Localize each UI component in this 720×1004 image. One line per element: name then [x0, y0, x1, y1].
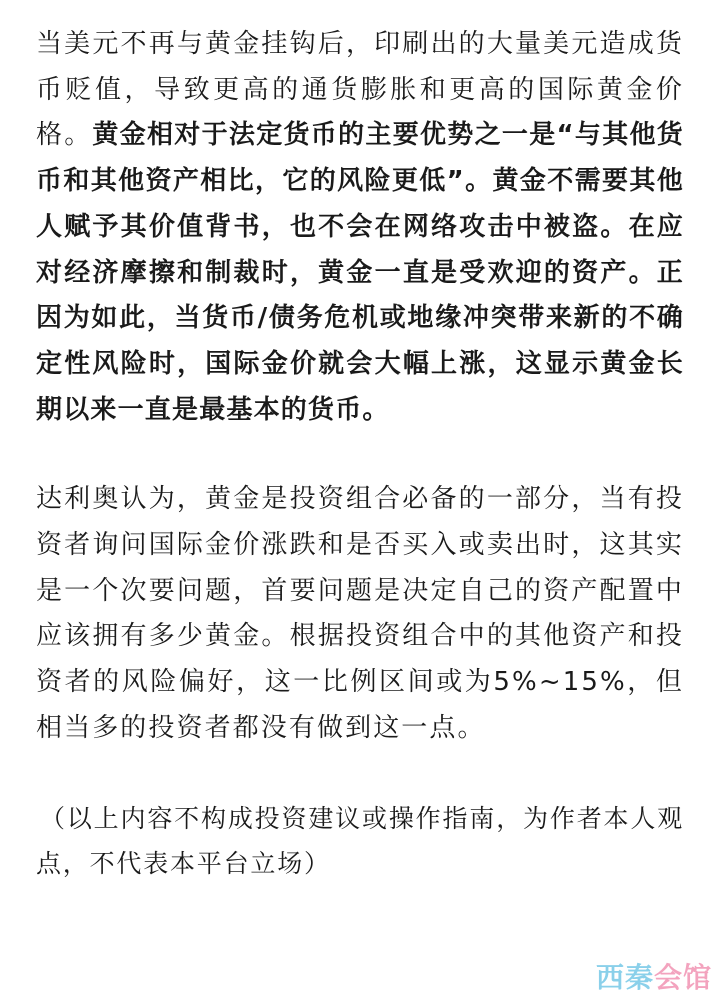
paragraph-gold-advantage	[36, 22, 684, 433]
watermark-part2: 会馆	[653, 961, 712, 994]
watermark-part1: 西秦	[595, 961, 654, 994]
paragraph-dalio-view: 达利奥认为，黄金是投资组合必备的一部分，当有投资者询问国际金价涨跌和是否买入或卖出时，这其实是一个次要问题，首要问题是决定自己的资产配置中应该拥有多少黄金。根据投资组合中的其他资产和投资者的风险偏好，这一比例区间或为5%~15%，但相当多的投资者都没有做到这一点。	[36, 484, 684, 743]
paragraph-bold-text: 黄金相对于法定货币的主要优势之一是“与其他货币和其他资产相比，它的风险更低”。黄金不需要其他人赋予其价值背书，也不会在网络攻击中被盗。在应对经济摩擦和制裁时，黄金一直是受欢迎的资产。正因为如此，当货币/债务危机或地缘冲突带来新的不确定性风险时，国际金价就会大幅上涨，这显示黄金长期以来一直是最基本的货币。	[36, 120, 684, 425]
paragraph-intro-text: 当美元不再与黄金挂钩后，印刷出的大量美元造成货币贬值，导致更高的通货膨胀和更高的国际黄金价格。	[36, 29, 684, 151]
watermark-logo	[596, 956, 712, 996]
disclaimer-text: （以上内容不构成投资建议或操作指南，为作者本人观点，不代表本平台立场）	[36, 803, 684, 879]
